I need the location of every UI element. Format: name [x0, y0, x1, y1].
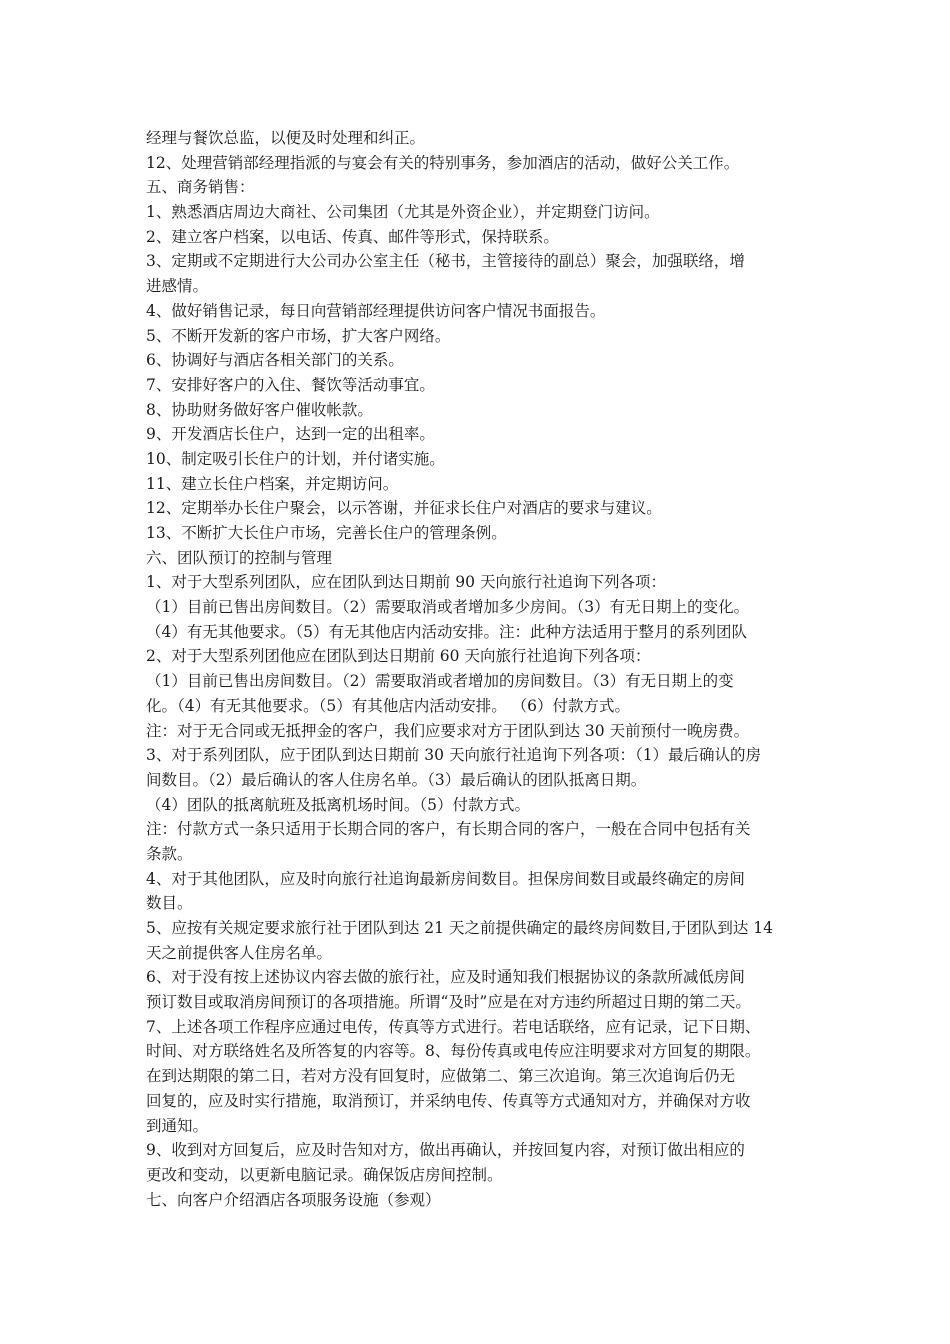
text-line: 5、不断开发新的客户市场，扩大客户网络。	[146, 326, 451, 345]
text-line: 10、制定吸引长住户的计划，并付诸实施。	[146, 449, 445, 468]
text-line: 6、对于没有按上述协议内容去做的旅行社，应及时通知我们根据协议的条款所减低房间	[146, 968, 745, 987]
text-line: 间数目。（2）最后确认的客人住房名单。（3）最后确认的团队抵离日期。	[146, 770, 647, 789]
text-line: 13、不断扩大长住户市场，完善长住户的管理条例。	[146, 524, 507, 542]
section-heading: 七、向客户介绍酒店各项服务设施（参观）	[146, 1190, 441, 1209]
text-line: （4）有无其他要求。（5）有无其他店内活动安排。注：此种方法适用于整月的系列团队	[146, 622, 747, 641]
text-line: 3、对于系列团队，应于团队到达日期前 30 天向旅行社追询下列各项：（1）最后确认的房	[146, 746, 762, 765]
text-line: 条款。	[146, 844, 193, 863]
text-line: 12、处理营销部经理指派的与宴会有关的特别事务，参加酒店的活动，做好公关工作。	[146, 153, 740, 172]
text-line: 在到达期限的第二日，若对方没有回复时，应做第二、第三次追询。第三次追询后仍无	[146, 1067, 736, 1086]
text-line: 到通知。	[146, 1116, 209, 1135]
text-line: 进感情。	[146, 277, 209, 296]
text-line: 天之前提供客人住房名单。	[146, 943, 333, 962]
text-line: 6、协调好与酒店各相关部门的关系。	[146, 351, 404, 370]
text-line: 11、建立长住户档案，并定期访问。	[146, 474, 399, 493]
text-line: 2、建立客户档案，以电话、传真、邮件等形式，保持联系。	[146, 227, 559, 246]
text-line: 9、开发酒店长住户，达到一定的出租率。	[146, 425, 435, 444]
text-line: 数目。	[146, 894, 193, 913]
text-line: 时间、对方联络姓名及所答复的内容等。8、每份传真或电传应注明要求对方回复的期限。	[146, 1042, 761, 1061]
text-line: 1、熟悉酒店周边大商社、公司集团（尤其是外资企业），并定期登门访问。	[146, 203, 660, 222]
text-line: 注：付款方式一条只适用于长期合同的客户，有长期合同的客户，一般在合同中包括有关	[146, 820, 751, 839]
text-line: 8、协助财务做好客户催收帐款。	[146, 400, 373, 419]
section-heading: 六、团队预订的控制与管理	[146, 548, 333, 567]
text-line: 7、上述各项工作程序应通过电传，传真等方式进行。若电话联络，应有记录，记下日期、	[146, 1017, 761, 1036]
text-line: （1）目前已售出房间数目。（2）需要取消或者增加多少房间。（3）有无日期上的变化。	[146, 598, 750, 617]
text-line: 3、定期或不定期进行大公司办公室主任（秘书，主管接待的副总）聚会，加强联络，增	[146, 252, 745, 271]
text-line: 4、做好销售记录，每日向营销部经理提供访问客户情况书面报告。	[146, 301, 606, 320]
text-line: （4）团队的抵离航班及抵离机场时间。（5）付款方式。	[146, 795, 530, 814]
text-line: 9、收到对方回复后，应及时告知对方，做出再确认，并按回复内容，对预订做出相应的	[146, 1141, 745, 1160]
text-line: 5、应按有关规定要求旅行社于团队到达 21 天之前提供确定的最终房间数目,于团队到达 14	[146, 919, 774, 937]
text-line: 经理与餐饮总监，以便及时处理和纠正。	[146, 129, 426, 147]
text-line: 预订数目或取消房间预订的各项措施。所谓“及时”应是在对方违约所超过日期的第二天。	[146, 993, 751, 1012]
section-heading: 五、商务销售：	[146, 178, 255, 197]
document-body	[146, 126, 826, 1212]
text-line: 化。（4）有无其他要求。（5）有其他店内活动安排。 （6）付款方式。	[146, 696, 631, 715]
text-line: 更改和变动，以更新电脑记录。确保饭店房间控制。	[146, 1165, 503, 1184]
text-line: 注：对于无合同或无抵押金的客户，我们应要求对方于团队到达 30 天前预付一晚房费。	[146, 721, 750, 740]
text-line: 12、定期举办长住户聚会，以示答谢，并征求长住户对酒店的要求与建议。	[146, 499, 662, 518]
text-line: 4、对于其他团队，应及时向旅行社追询最新房间数目。担保房间数目或最终确定的房间	[146, 869, 745, 888]
text-line: 7、安排好客户的入住、餐饮等活动事宜。	[146, 375, 435, 394]
text-line: 回复的，应及时实行措施，取消预订，并采纳电传、传真等方式通知对方，并确保对方收	[146, 1091, 751, 1110]
text-line: 1、对于大型系列团队，应在团队到达日期前 90 天向旅行社追询下列各项：	[146, 573, 666, 592]
text-line: 2、对于大型系列团他应在团队到达日期前 60 天向旅行社追询下列各项：	[146, 647, 651, 666]
text-line: （1）目前已售出房间数目。（2）需要取消或者增加的房间数目。（3）有无日期上的变	[146, 672, 734, 691]
